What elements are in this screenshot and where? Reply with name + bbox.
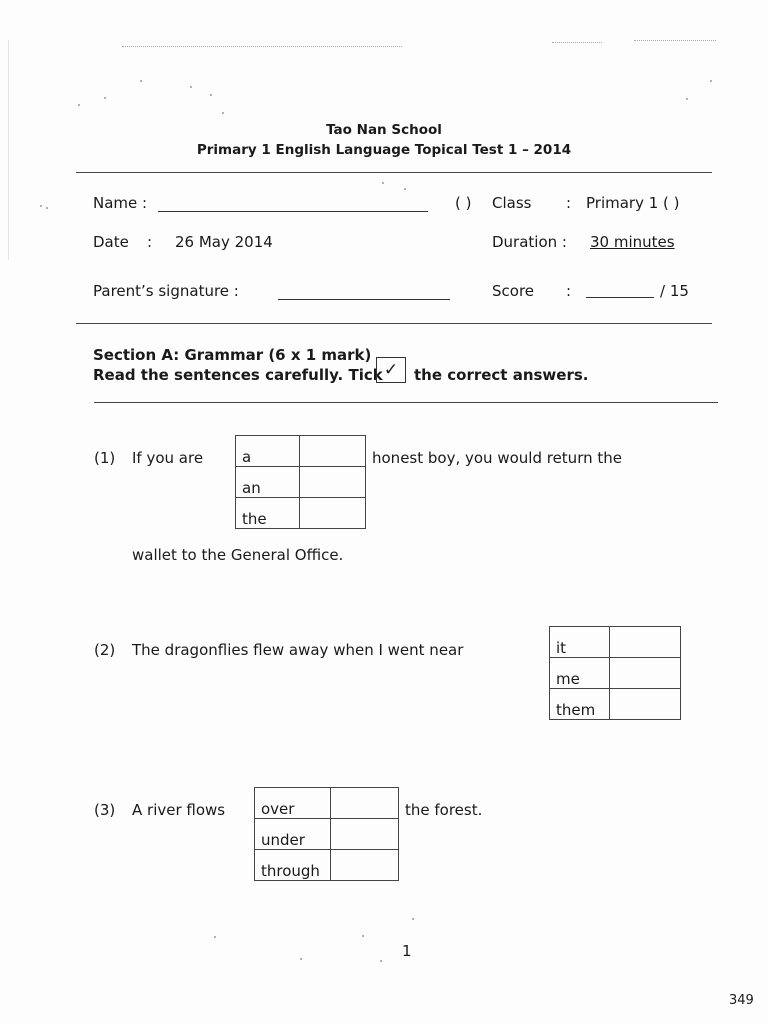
option-label: through xyxy=(255,850,331,881)
section-instruction: Read the sentences carefully. Tick xyxy=(93,366,383,384)
duration-label: Duration : xyxy=(492,233,567,251)
answer-checkbox[interactable] xyxy=(331,819,399,850)
scan-speck xyxy=(380,960,382,962)
scan-mark xyxy=(122,46,402,47)
question-2-text: The dragonflies flew away when I went near xyxy=(132,641,464,659)
question-3-text: A river flows xyxy=(132,801,226,819)
option-label: under xyxy=(255,819,331,850)
option-row xyxy=(550,627,681,658)
name-field[interactable] xyxy=(158,211,428,212)
scan-number: 349 xyxy=(729,993,754,1008)
scan-speck xyxy=(710,80,712,82)
score-total: / 15 xyxy=(660,282,689,300)
score-colon: : xyxy=(566,282,572,300)
option-label: them xyxy=(550,689,610,720)
question-1-continuation: wallet to the General Office. xyxy=(132,546,344,564)
signature-field[interactable] xyxy=(278,299,450,300)
header-rule xyxy=(76,172,712,173)
scan-speck xyxy=(300,958,302,960)
option-label: over xyxy=(255,788,331,819)
answer-checkbox[interactable] xyxy=(300,436,366,467)
duration-value: 30 minutes xyxy=(590,233,675,251)
answer-checkbox[interactable] xyxy=(300,498,366,529)
option-row xyxy=(236,436,366,467)
option-label: a xyxy=(236,436,300,467)
score-field[interactable] xyxy=(586,297,654,298)
option-label: an xyxy=(236,467,300,498)
option-label: it xyxy=(550,627,610,658)
scan-speck xyxy=(382,182,384,184)
option-row xyxy=(550,689,681,720)
scan-speck xyxy=(362,935,364,937)
answer-checkbox[interactable] xyxy=(610,658,681,689)
scan-speck xyxy=(210,94,212,96)
question-1-options xyxy=(235,435,366,529)
scan-speck xyxy=(404,188,406,190)
scan-speck xyxy=(40,205,42,207)
section-instruction-end: the correct answers. xyxy=(414,366,589,384)
question-2-options xyxy=(549,626,681,720)
section-title: Section A: Grammar (6 x 1 mark) xyxy=(93,346,372,364)
answer-checkbox[interactable] xyxy=(610,689,681,720)
name-label: Name : xyxy=(93,194,148,212)
class-value: Primary 1 ( ) xyxy=(586,194,680,212)
school-name: Tao Nan School xyxy=(326,122,442,138)
scan-speck xyxy=(190,86,192,88)
class-colon: : xyxy=(566,194,572,212)
answer-checkbox[interactable] xyxy=(331,850,399,881)
answer-checkbox[interactable] xyxy=(300,467,366,498)
page-number: 1 xyxy=(402,942,412,960)
option-row xyxy=(236,498,366,529)
tick-icon: ✓ xyxy=(383,360,399,380)
score-label: Score xyxy=(492,282,535,300)
date-label: Date xyxy=(93,233,129,251)
scan-speck xyxy=(46,207,48,209)
scan-mark xyxy=(552,42,602,43)
option-label: the xyxy=(236,498,300,529)
info-rule xyxy=(76,323,712,324)
signature-label: Parent’s signature : xyxy=(93,282,239,300)
class-label: Class xyxy=(492,194,532,212)
test-title: Primary 1 English Language Topical Test 1 – 2014 xyxy=(196,142,572,158)
date-colon: : xyxy=(147,233,153,251)
scan-speck xyxy=(104,97,106,99)
answer-checkbox[interactable] xyxy=(610,627,681,658)
question-3-options xyxy=(254,787,399,881)
scan-speck xyxy=(78,104,80,106)
question-1-number: (1) xyxy=(94,449,116,467)
question-3-text-after: the forest. xyxy=(405,801,483,819)
answer-checkbox[interactable] xyxy=(331,788,399,819)
option-row xyxy=(236,467,366,498)
question-1-text: If you are xyxy=(132,449,204,467)
option-label: me xyxy=(550,658,610,689)
scan-speck xyxy=(686,98,688,100)
scan-mark xyxy=(634,40,716,41)
question-2-number: (2) xyxy=(94,641,116,659)
date-value: 26 May 2014 xyxy=(175,233,273,251)
tick-example-box xyxy=(376,357,406,383)
scan-speck xyxy=(412,918,414,920)
option-row xyxy=(550,658,681,689)
option-row xyxy=(255,819,399,850)
scan-speck xyxy=(222,112,224,114)
question-3-number: (3) xyxy=(94,801,116,819)
scan-speck xyxy=(140,80,142,82)
section-rule xyxy=(94,402,718,403)
scan-speck xyxy=(214,936,216,938)
question-1-text-after: honest boy, you would return the xyxy=(372,449,622,467)
option-row xyxy=(255,788,399,819)
register-number-bracket: ( ) xyxy=(455,194,472,212)
option-row xyxy=(255,850,399,881)
